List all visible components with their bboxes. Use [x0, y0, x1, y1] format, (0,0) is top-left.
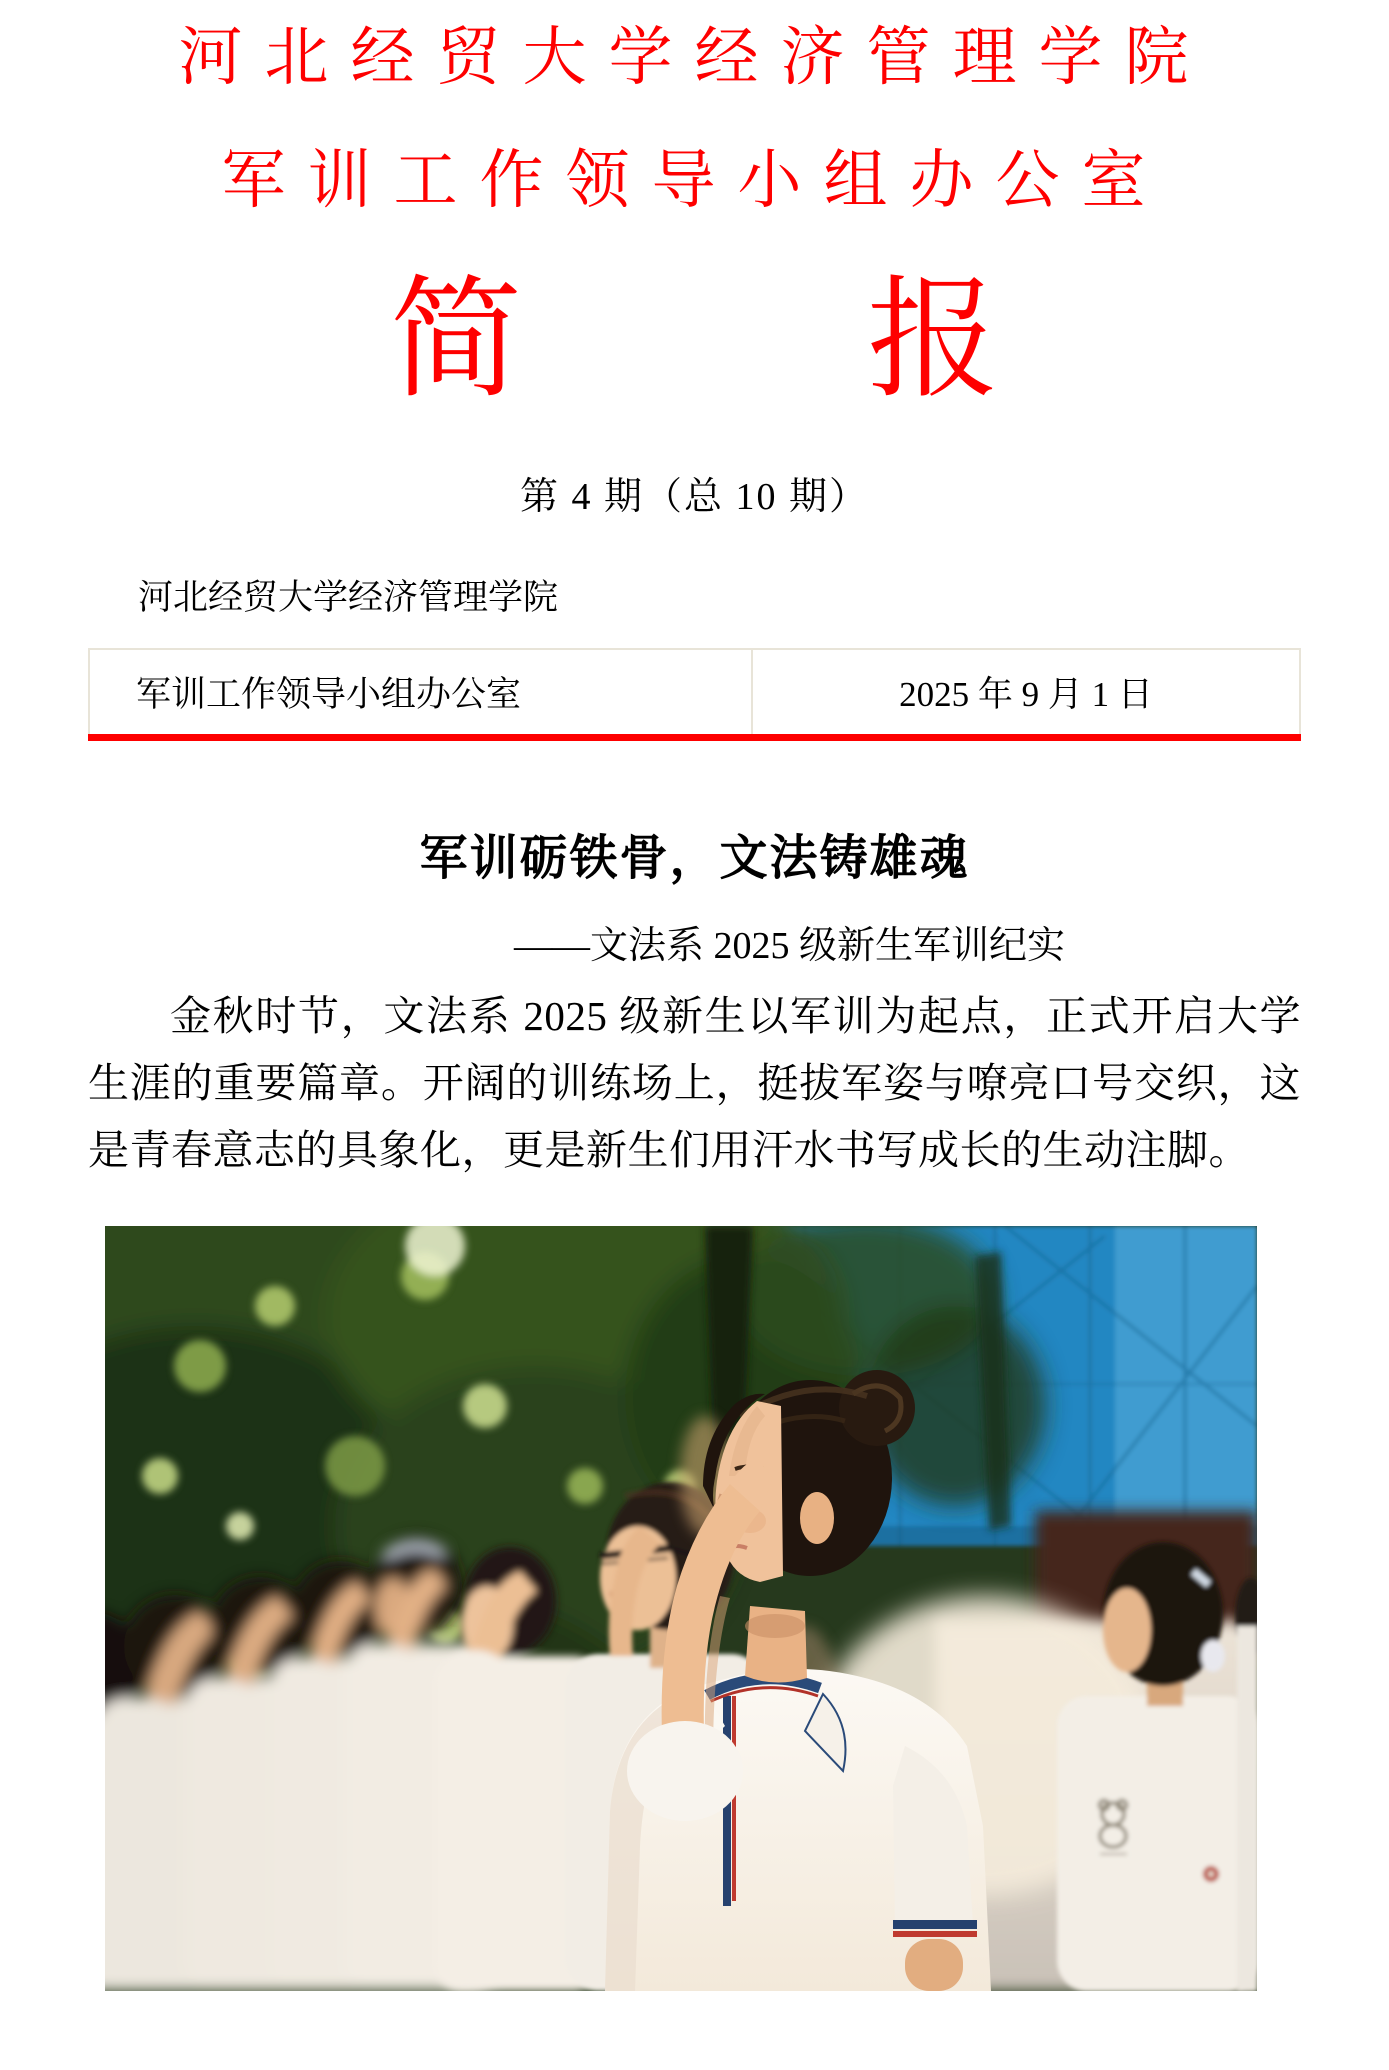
- article-title: 军训砺铁骨，文法铸雄魂: [419, 831, 970, 885]
- info-org-line: 河北经贸大学经济管理学院: [138, 577, 559, 617]
- info-date-cell: 2025 年 9 月 1 日: [899, 674, 1153, 714]
- masthead-title-char-right: 报: [867, 267, 999, 415]
- info-table: [88, 648, 1301, 734]
- article-paragraph: 金秋时节，文法系 2025 级新生以军训为起点，正式开启大学生涯的重要篇章。开阔的训练场上，挺拔军姿与嘹亮口号交织，这是青春意志的具象化，更是新生们用汗水书写成长的生动注脚。: [88, 992, 1301, 1173]
- masthead-org-line1: 河北经贸大学经济管理学院: [178, 22, 1211, 93]
- photo-military-training: [105, 1226, 1257, 1991]
- article-subtitle: ——文法系 2025 级新生军训纪实: [513, 924, 1065, 967]
- content-area: [88, 570, 1301, 1991]
- info-office-cell: 军训工作领导小组办公室: [90, 650, 753, 734]
- masthead-title-char-left: 简: [390, 267, 522, 415]
- masthead-org-line2: 军训工作领导小组办公室: [221, 145, 1168, 217]
- issue-line: 第 4 期（总 10 期）: [519, 475, 869, 518]
- photo-svg: [105, 1226, 1257, 1991]
- red-divider: [88, 734, 1301, 741]
- masthead-title: [0, 267, 1389, 415]
- photo-edge-figure: [1235, 1578, 1257, 1991]
